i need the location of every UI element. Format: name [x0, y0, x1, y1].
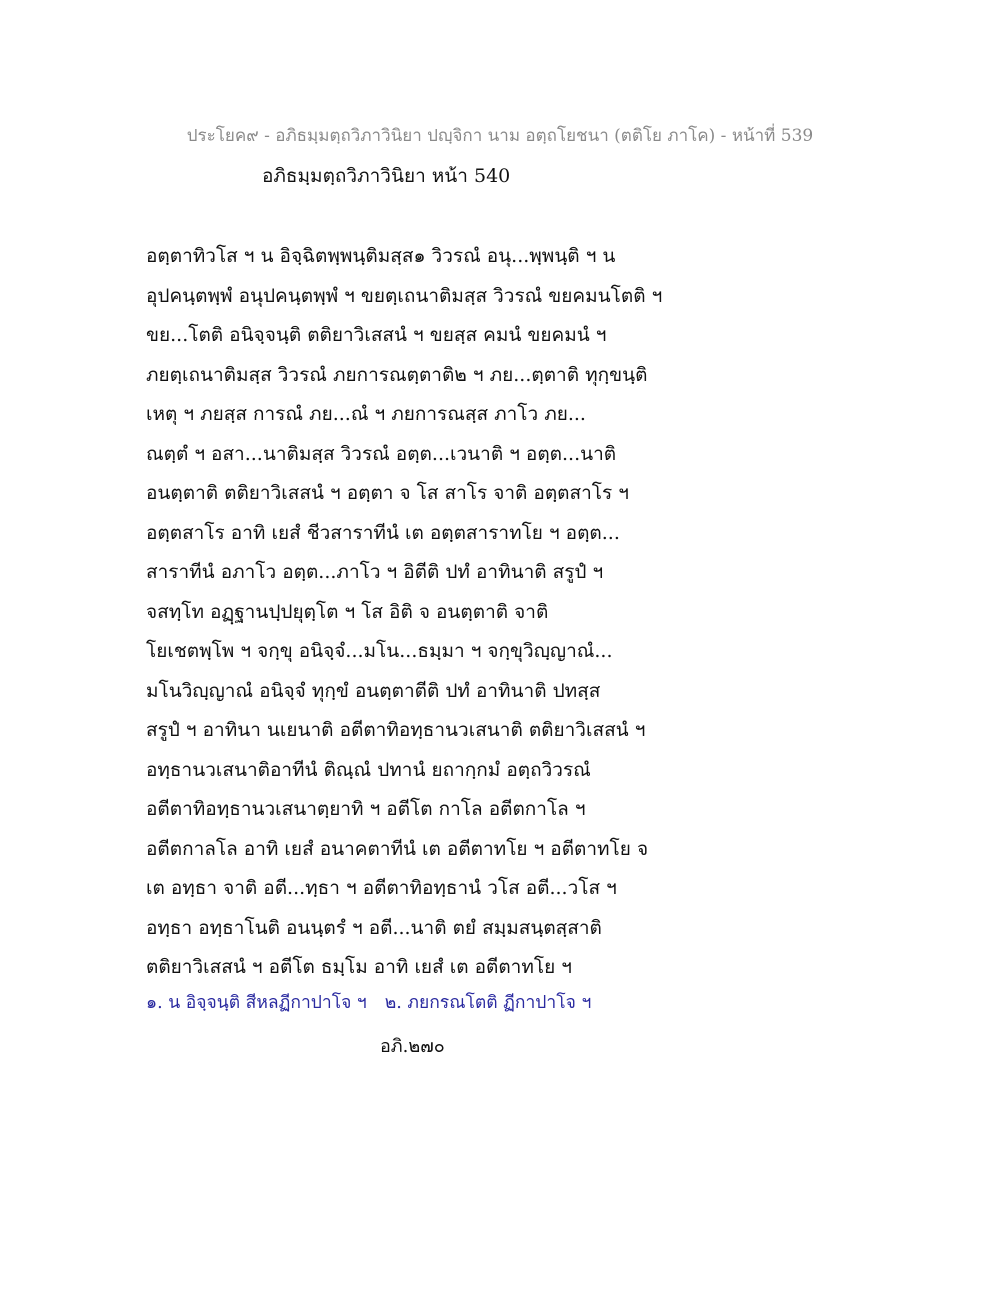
- running-header: ประโยค๙ - อภิธมฺมตฺถวิภาวินิยา ปญฺจิกา นาม อตฺถโยชนา (ตติโย ภาโค) - หน้าที่ 539: [186, 126, 814, 146]
- text-line: ณตฺตํ ฯ อสา...นาติมสฺส วิวรณํ อตฺต...เวนาติ ฯ อตฺต...นาติ: [146, 442, 617, 465]
- text-line: เต อทฺธา จาติ อตี...ทฺธา ฯ อตีตาทิอทฺธานํ วโส อตี...วโส ฯ: [146, 877, 617, 899]
- footnotes: [146, 988, 591, 1016]
- text-line: อตีตกาลโล อาทิ เยสํ อนาคตาทีนํ เต อตีตาทโย ฯ อตีตาทโย จ: [146, 837, 649, 860]
- text-line: เหตุ ฯ ภยสฺส การณํ ภย...ณํ ฯ ภยการณสฺส ภาโว ภย...: [146, 403, 586, 425]
- text-line: มโนวิญฺญาณํ อนิจฺจํ ทุกฺขํ อนตฺตาตีติ ปทํ อาทินาติ ปทสฺส: [146, 679, 601, 702]
- text-line: ขย...โตติ อนิจฺจนฺติ ตติยาวิเสสนํ ฯ ขยสฺส คมนํ ขยคมนํ ฯ: [146, 324, 607, 346]
- footnote-2: ๒. ภยกรณโตติ ฏีกาปาโจ ฯ: [384, 993, 592, 1013]
- page-title: อภิธมฺมตฺถวิภาวินิยา หน้า 540: [262, 165, 511, 187]
- text-line: อตฺตาทิวโส ฯ น อิจฺฉิตพฺพนฺติมสฺส๑ วิวรณํ อนุ...พฺพนฺติ ฯ น: [146, 245, 616, 267]
- text-line: สรูปํ ฯ อาทินา นเยนาติ อตีตาทิอทฺธานวเสนาติ ตติยาวิเสสนํ ฯ: [146, 719, 646, 741]
- text-line: อตีตาทิอทฺธานวเสนาตฺยาทิ ฯ อตีโต กาโล อตีตกาโล ฯ: [146, 798, 586, 820]
- footnote-1: ๑. น อิจฺจนฺติ สีหลฏีกาปาโจ ฯ: [146, 993, 367, 1013]
- page-reference: อภิ.๒๗๐: [380, 1036, 445, 1057]
- text-line: สาราทีนํ อภาโว อตฺต...ภาโว ฯ อิตีติ ปทํ อาทินาติ สรูปํ ฯ: [146, 561, 604, 583]
- text-line: อทฺธานวเสนาติอาทีนํ ติณฺณํ ปทานํ ยถากฺกมํ อตฺถวิวรณํ: [146, 758, 591, 781]
- text-line: อทฺธา อทฺธาโนติ อนนฺตรํ ฯ อตี...นาติ ตยํ สมฺมสนฺตสฺสาติ: [146, 916, 602, 939]
- text-line: ตติยาวิเสสนํ ฯ อตีโต ธมฺโม อาทิ เยสํ เต อตีตาทโย ฯ: [146, 956, 572, 978]
- text-line: อนตฺตาติ ตติยาวิเสสนํ ฯ อตฺตา จ โส สาโร จาติ อตฺตสาโร ฯ: [146, 482, 629, 504]
- text-line: อตฺตสาโร อาทิ เยสํ ชีวสาราทีนํ เต อตฺตสาราทโย ฯ อตฺต...: [146, 521, 620, 544]
- text-line: จสทฺโท อฏฺฐานปฺปยุตฺโต ฯ โส อิติ จ อนตฺตาติ จาติ: [146, 600, 549, 623]
- text-line: อุปคนฺตพฺพํ อนุปคนฺตพฺพํ ฯ ขยตฺเถนาติมสฺส วิวรณํ ขยคมนโตติ ฯ: [146, 284, 663, 307]
- body-text: [146, 237, 866, 988]
- text-line: โยเชตพฺโพ ฯ จกฺขุ อนิจฺจํ...มโน...ธมฺมา ฯ จกฺขุวิญฺญาณํ...: [146, 640, 613, 662]
- text-line: ภยตฺเถนาติมสฺส วิวรณํ ภยการณตฺตาติ๒ ฯ ภย...ตฺตาติ ทุกฺขนฺติ: [146, 363, 648, 386]
